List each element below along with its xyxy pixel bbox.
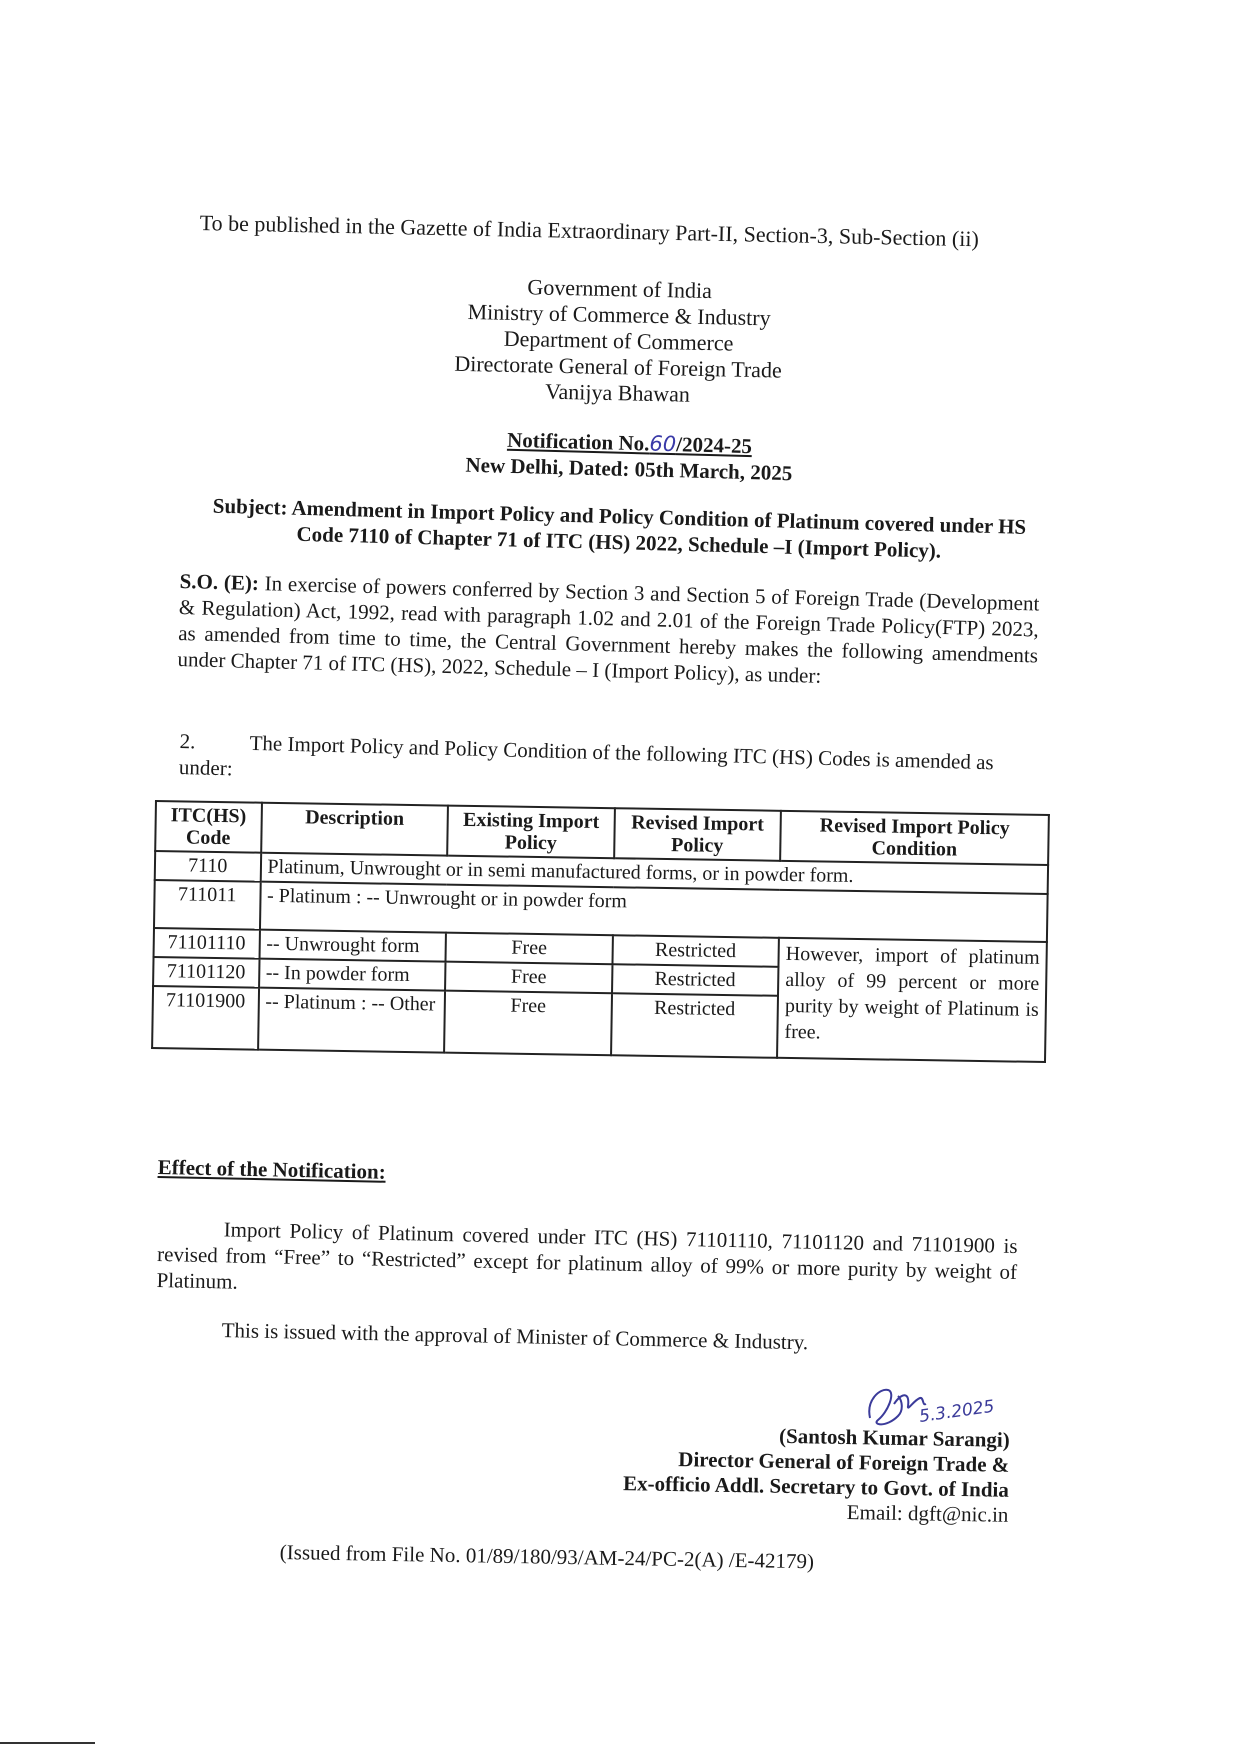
notification-block xyxy=(439,425,820,487)
header-line: Government of India xyxy=(527,274,713,304)
scan-artifact-line xyxy=(0,1742,95,1744)
signatory-name: (Santosh Kumar Sarangi) xyxy=(778,1423,1010,1452)
subject-line: Subject: Amendment in Import Policy and Policy Condition of Platinum covered under HS Code 7110 of Chapter 71 of ITC (HS) 2022, Schedule –I (Import Policy). xyxy=(212,493,1027,563)
description-cell: -- In powder form xyxy=(259,959,446,991)
notification-date: New Delhi, Dated: 05th March, 2025 xyxy=(465,452,793,486)
hs-code-cell: 7110 xyxy=(155,851,261,882)
existing-policy-cell: Free xyxy=(445,962,612,994)
approval-line: This is issued with the approval of Minister of Commerce & Industry. xyxy=(221,1318,809,1355)
file-reference: (Issued from File No. 01/89/180/93/AM-24/PC-2(A) /E-42179) xyxy=(279,1540,815,1574)
signatory-title: Director General of Foreign Trade & xyxy=(678,1447,1010,1477)
so-label: S.O. (E): xyxy=(179,568,260,596)
signature-date: 5.3.2025 xyxy=(917,1396,996,1427)
description-cell: -- Unwrought form xyxy=(259,930,446,962)
revised-policy-cell: Restricted xyxy=(612,935,779,967)
hs-code-cell: 711011 xyxy=(154,880,260,930)
description-cell: - Platinum : -- Unwrought or in powder form xyxy=(260,882,1048,942)
header-line: Directorate General of Foreign Trade xyxy=(454,350,783,383)
paragraph-2 xyxy=(179,728,1040,802)
hs-code-cell: 71101900 xyxy=(152,986,258,1050)
signatory-title: Ex-officio Addl. Secretary to Govt. of India xyxy=(622,1471,1010,1502)
effect-paragraph: Import Policy of Platinum covered under ITC (HS) 71101110, 71101120 and 71101900 is revised from “Free” to “Restricted” except for platinum alloy of 99% or more purity by weight of Platinum. xyxy=(156,1217,1018,1294)
gazette-line: To be published in the Gazette of India Extraordinary Part-II, Section-3, Sub-Section (ii) xyxy=(199,210,980,252)
signatory-email: Email: dgft@nic.in xyxy=(846,1500,1009,1527)
hs-code-cell: 71101120 xyxy=(153,957,259,988)
column-header: Description xyxy=(261,803,448,856)
hs-code-cell: 71101110 xyxy=(154,928,260,959)
amendment-table xyxy=(151,800,1050,1063)
paragraph-index: 2. xyxy=(179,728,196,754)
description-cell: Platinum, Unwrought or in semi manufactured forms, or in powder form. xyxy=(260,853,1048,894)
notification-number: Notification No.60/2024-25 xyxy=(506,427,753,459)
issuing-authority-header xyxy=(417,272,820,410)
existing-policy-cell: Free xyxy=(444,991,611,1056)
effect-heading: Effect of the Notification: xyxy=(157,1155,386,1184)
handwritten-number: 60 xyxy=(649,431,677,457)
so-paragraph xyxy=(177,568,1039,694)
column-header: Revised Import Policy xyxy=(614,808,781,861)
column-header: Existing Import Policy xyxy=(447,806,614,859)
column-header: ITC(HS) Code xyxy=(155,801,261,853)
signature-block xyxy=(558,1420,1010,1528)
revised-policy-cell: Restricted xyxy=(611,993,778,1058)
column-header: Revised Import Policy Condition xyxy=(780,811,1049,865)
header-line: Ministry of Commerce & Industry xyxy=(467,299,771,331)
paragraph-2-text: The Import Policy and Policy Condition of the following ITC (HS) Codes is amended as under: xyxy=(178,730,994,781)
existing-policy-cell: Free xyxy=(446,933,613,965)
header-line: Department of Commerce xyxy=(503,325,734,356)
so-text: In exercise of powers conferred by Section 3 and Section 5 of Foreign Trade (Development & Regulation) Act, 1992, read with paragraph 1.02 and 2.01 of the Foreign Trade Policy(FTP) 2023, as amended from time to time, the Central Government hereby makes the following amendments under Chapter 71 of ITC (HS), 2022, Schedule – I (Import Policy), as under: xyxy=(177,571,1040,688)
header-line: Vanijya Bhawan xyxy=(544,378,691,407)
description-cell: -- Platinum : -- Other xyxy=(258,988,446,1053)
revised-policy-cell: Restricted xyxy=(612,964,779,996)
policy-condition-cell: However, import of platinum alloy of 99 percent or more purity by weight of Platinum is free. xyxy=(777,938,1047,1062)
